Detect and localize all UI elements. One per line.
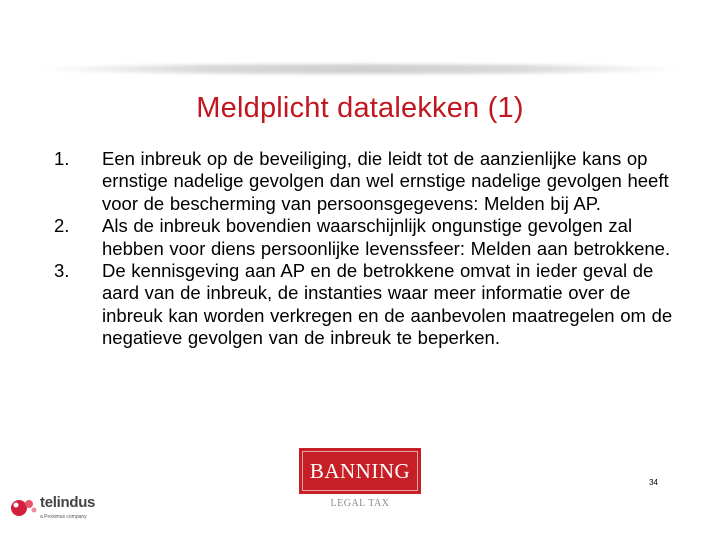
list-text: De kennisgeving aan AP en de betrokkene omvat in ieder geval de aard van de inbreuk, de instanties waar meer informatie over de inbreuk kan worden verkregen en de aanbevolen maatregelen om de negatieve gevolgen van de inbreuk te beperken. <box>102 260 673 349</box>
list-item <box>54 215 694 260</box>
header-divider <box>36 64 686 74</box>
telindus-mark-icon <box>10 496 38 520</box>
telindus-wordmark: telindus <box>40 494 96 511</box>
list-text: Een inbreuk op de beveiliging, die leidt tot de aanzienlijke kans op ernstige nadelige gevolgen dan wel ernstige nadelige gevolgen heeft voor de bescherming van persoonsgegevens: Melden bij AP. <box>102 148 669 214</box>
banning-logo <box>299 448 421 494</box>
list-item <box>54 260 694 350</box>
page-number: 34 <box>649 478 658 487</box>
telindus-tagline: a Proximus company <box>40 514 87 520</box>
numbered-list <box>54 148 694 350</box>
banning-subtitle: LEGAL TAX <box>330 498 390 509</box>
slide-title: Meldplicht datalekken (1) <box>196 92 524 124</box>
telindus-logo <box>10 494 110 528</box>
list-number: 3. <box>54 260 70 282</box>
banning-logo-text: BANNING <box>302 451 418 491</box>
list-number: 1. <box>54 148 70 169</box>
list-text: Als de inbreuk bovendien waarschijnlijk ongunstige gevolgen zal hebben voor diens persoonlijke levenssfeer: Melden aan betrokkene. <box>102 215 671 259</box>
list-item <box>54 148 694 215</box>
list-number: 2. <box>54 215 70 237</box>
